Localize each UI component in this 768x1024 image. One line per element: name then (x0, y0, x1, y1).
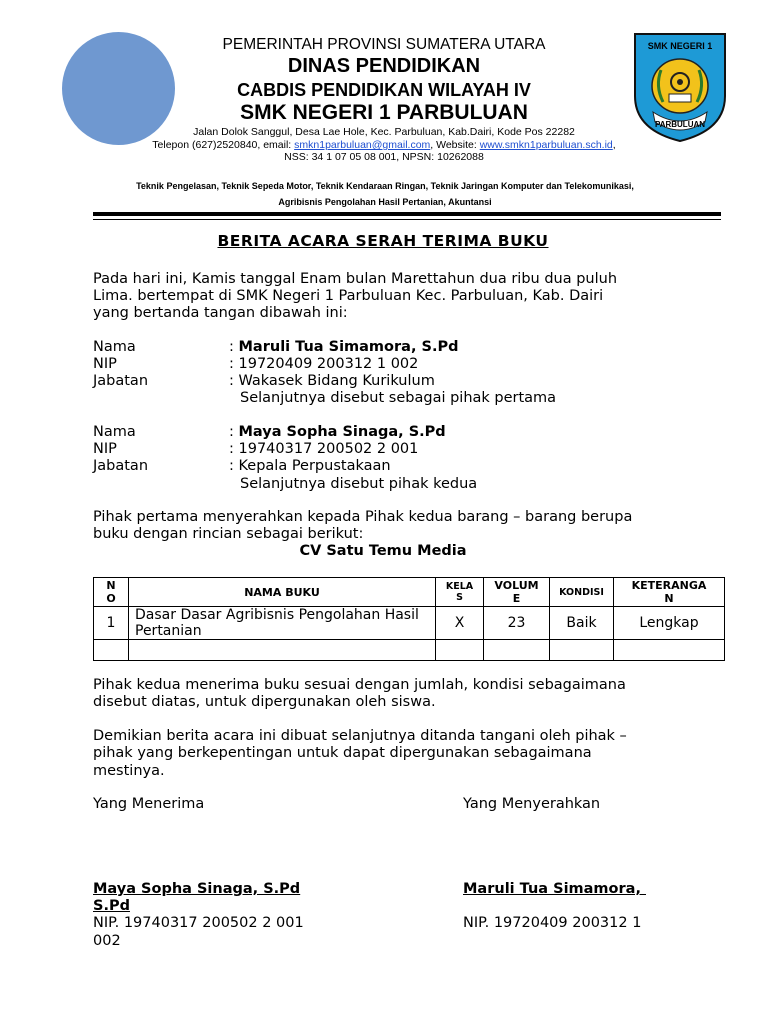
website-suffix: , (612, 139, 616, 151)
table-row (94, 607, 725, 640)
header-address: Jalan Dolok Sanggul, Desa Lae Hole, Kec. Parbuluan, Kab.Dairi, Kode Pos 22282 (193, 126, 575, 138)
phone-text: Telepon (627)2520840, email: (152, 139, 295, 151)
header-branch: CABDIS PENDIDIKAN WILAYAH IV (237, 80, 531, 100)
party2-name-label: Nama (93, 424, 136, 440)
row-book-name: Dasar Dasar Agribisnis Pengolahan Hasil Pertanian (129, 607, 436, 640)
row-remarks: Lengkap (614, 607, 725, 640)
party1-name-value: Maruli Tua Simamora, S.Pd (238, 339, 459, 355)
header-class: KELA S (436, 578, 484, 607)
table-header-row (94, 578, 725, 607)
party2-note: Selanjutnya disebut pihak kedua (240, 476, 478, 492)
receiver-nip: NIP. 19740317 200502 2 001 (93, 915, 304, 931)
document-title-text: BERITA ACARA SERAH TERIMA BUKU (217, 232, 549, 250)
intro-line-1: Pada hari ini, Kamis tanggal Enam bulan Marettahun dua ribu dua puluh (93, 271, 618, 287)
closing1-line-2: disebut diatas, untuk dipergunakan oleh siswa. (93, 694, 436, 710)
header-remarks: KETERANGA N (614, 578, 725, 607)
school-logo-icon (631, 30, 729, 144)
document-title (93, 232, 673, 250)
row-volume: 23 (484, 607, 550, 640)
receiver-nip-cont: 002 (93, 933, 121, 949)
giver-nip: NIP. 19720409 200312 1 (463, 915, 642, 931)
website-link[interactable]: www.smkn1parbuluan.sch.id (479, 139, 613, 151)
header-condition: KONDISI (550, 578, 614, 607)
book-table (93, 577, 725, 661)
handover-line-2: buku dengan rincian sebagai berikut: (93, 526, 364, 542)
handover-line-1: Pihak pertama menyerahkan kepada Pihak kedua barang – barang berupa (93, 509, 633, 525)
header-contact (140, 139, 628, 151)
party2-position-label: Jabatan (93, 458, 149, 474)
header-school: SMK NEGERI 1 PARBULUAN (240, 101, 528, 124)
header-nss: NSS: 34 1 07 05 08 001, NPSN: 10262088 (284, 151, 484, 163)
logo-bottom-text: PARBULUAN (654, 120, 706, 129)
intro-line-3: yang bertanda tangan dibawah ini: (93, 305, 348, 321)
receiver-name-cont: S.Pd (93, 898, 130, 914)
row-condition: Baik (550, 607, 614, 640)
email-link[interactable]: smkn1parbuluan@gmail.com (294, 139, 431, 151)
website-prefix: , Website: (430, 139, 480, 151)
header-no: N O (94, 578, 129, 607)
party1-nip-value: 19720409 200312 1 002 (238, 356, 419, 372)
header-divider-thick (93, 212, 721, 216)
party1-nip-label: NIP (93, 356, 117, 372)
closing2-line-3: mestinya. (93, 763, 165, 779)
party2-position-value: Kepala Perpustakaan (238, 458, 391, 474)
closing1-line-1: Pihak kedua menerima buku sesuai dengan jumlah, kondisi sebagaimana (93, 677, 626, 693)
party2-name: : Maya Sopha Sinaga, S.Pd (229, 424, 446, 440)
programs-line-1: Teknik Pengelasan, Teknik Sepeda Motor, Teknik Kendaraan Ringan, Teknik Jaringan Komputer dan Telekomunikasi, (136, 181, 634, 191)
programs-line-2: Agribisnis Pengolahan Hasil Pertanian, Akuntansi (278, 197, 492, 207)
party2-position: : Kepala Perpustakaan (229, 458, 391, 474)
party1-note: Selanjutnya disebut sebagai pihak pertama (240, 390, 557, 406)
closing2-line-1: Demikian berita acara ini dibuat selanjutnya ditanda tangani oleh pihak – (93, 728, 627, 744)
party1-name: : Maruli Tua Simamora, S.Pd (229, 339, 459, 355)
header-volume: VOLUM E (484, 578, 550, 607)
logo-top-text: SMK NEGERI 1 (647, 41, 713, 51)
closing2-line-2: pihak yang berkepentingan untuk dapat dipergunakan sebagaimana (93, 745, 592, 761)
party2-nip: : 19740317 200502 2 001 (229, 441, 419, 457)
giver-label: Yang Menyerahkan (463, 796, 601, 812)
row-class: X (436, 607, 484, 640)
party1-name-label: Nama (93, 339, 136, 355)
receiver-name: Maya Sopha Sinaga, S.Pd (93, 881, 301, 897)
party1-position: : Wakasek Bidang Kurikulum (229, 373, 435, 389)
publisher-name: CV Satu Temu Media (299, 543, 467, 559)
party2-nip-label: NIP (93, 441, 117, 457)
row-no: 1 (94, 607, 129, 640)
header-book-name: NAMA BUKU (129, 578, 436, 607)
party1-nip: : 19720409 200312 1 002 (229, 356, 419, 372)
party1-position-label: Jabatan (93, 373, 149, 389)
intro-line-2: Lima. bertempat di SMK Negeri 1 Parbuluan Kec. Parbuluan, Kab. Dairi (93, 288, 604, 304)
receiver-label: Yang Menerima (93, 796, 205, 812)
giver-name: Maruli Tua Simamora, (463, 881, 646, 897)
party2-nip-value: 19740317 200502 2 001 (238, 441, 419, 457)
header-department: DINAS PENDIDIKAN (287, 55, 481, 77)
header-government: PEMERINTAH PROVINSI SUMATERA UTARA (222, 36, 546, 53)
party2-name-value: Maya Sopha Sinaga, S.Pd (238, 424, 446, 440)
table-row-empty (94, 640, 725, 661)
header-divider-thin (93, 219, 721, 220)
party1-position-value: Wakasek Bidang Kurikulum (238, 373, 435, 389)
